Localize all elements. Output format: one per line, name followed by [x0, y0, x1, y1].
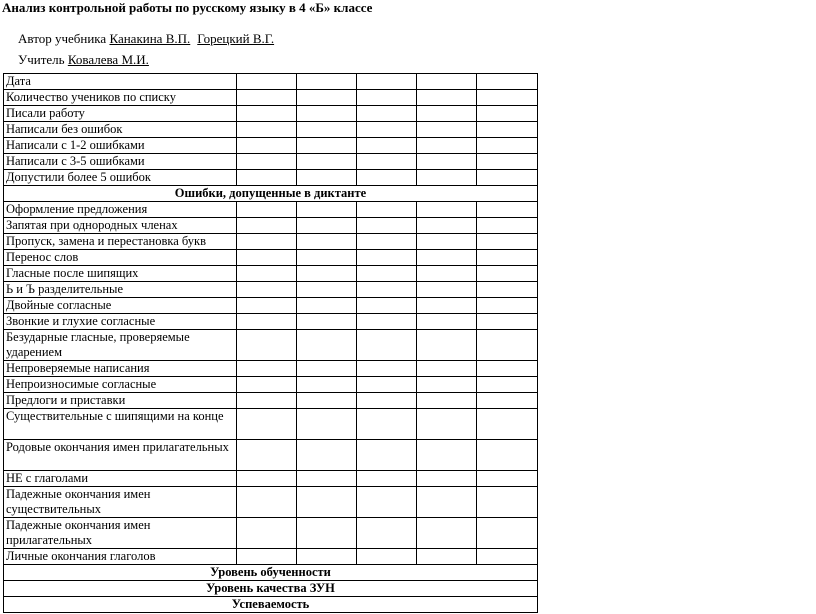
value-cell[interactable] [297, 361, 357, 377]
row-label: Перенос слов [4, 250, 237, 266]
row-label: НЕ с глаголами [4, 471, 237, 487]
value-cell[interactable] [357, 282, 417, 298]
value-cell[interactable] [297, 298, 357, 314]
value-cell[interactable] [417, 440, 477, 471]
summary-row [4, 581, 538, 597]
table-row [4, 518, 538, 549]
value-cell[interactable] [357, 218, 417, 234]
table-row [4, 409, 538, 440]
author-line [18, 31, 274, 47]
table-row [4, 282, 538, 298]
row-label: Личные окончания глаголов [4, 549, 237, 565]
value-cell[interactable] [297, 377, 357, 393]
value-cell[interactable] [237, 170, 297, 186]
row-label: Оформление предложения [4, 202, 237, 218]
value-cell[interactable] [417, 170, 477, 186]
row-label: Родовые окончания имен прилагательных [4, 440, 237, 471]
value-cell[interactable] [477, 154, 538, 170]
analysis-table [3, 73, 538, 613]
value-cell[interactable] [297, 250, 357, 266]
value-cell[interactable] [237, 202, 297, 218]
value-cell[interactable] [417, 234, 477, 250]
row-label: Падежные окончания имен прилагательных [4, 518, 237, 549]
value-cell[interactable] [237, 487, 297, 518]
value-cell[interactable] [477, 330, 538, 361]
value-cell[interactable] [297, 471, 357, 487]
summary-label: Успеваемость [4, 597, 538, 613]
value-cell[interactable] [417, 250, 477, 266]
value-cell[interactable] [237, 377, 297, 393]
value-cell[interactable] [357, 361, 417, 377]
value-cell[interactable] [417, 393, 477, 409]
value-cell[interactable] [417, 298, 477, 314]
value-cell[interactable] [477, 74, 538, 90]
value-cell[interactable] [237, 154, 297, 170]
summary-label: Уровень обученности [4, 565, 538, 581]
value-cell[interactable] [477, 266, 538, 282]
value-cell[interactable] [357, 518, 417, 549]
value-cell[interactable] [417, 518, 477, 549]
value-cell[interactable] [297, 440, 357, 471]
table-row [4, 250, 538, 266]
value-cell[interactable] [297, 518, 357, 549]
row-label: Падежные окончания имен существительных [4, 487, 237, 518]
table-row [4, 361, 538, 377]
value-cell[interactable] [297, 487, 357, 518]
value-cell[interactable] [297, 330, 357, 361]
value-cell[interactable] [477, 218, 538, 234]
value-cell[interactable] [477, 90, 538, 106]
row-label: Написали с 1-2 ошибками [4, 138, 237, 154]
value-cell[interactable] [417, 90, 477, 106]
value-cell[interactable] [297, 409, 357, 440]
value-cell[interactable] [357, 122, 417, 138]
analysis-table-body [4, 74, 538, 613]
value-cell[interactable] [417, 549, 477, 565]
value-cell[interactable] [237, 440, 297, 471]
value-cell[interactable] [357, 90, 417, 106]
value-cell[interactable] [357, 377, 417, 393]
teacher-line [18, 52, 149, 68]
teacher-name: Ковалева М.И. [67, 52, 149, 67]
section-header-row [4, 186, 538, 202]
row-label: Допустили более 5 ошибок [4, 170, 237, 186]
table-row [4, 440, 538, 471]
value-cell[interactable] [477, 393, 538, 409]
value-cell[interactable] [297, 138, 357, 154]
teacher-label: Учитель [18, 52, 65, 67]
value-cell[interactable] [417, 266, 477, 282]
value-cell[interactable] [357, 330, 417, 361]
value-cell[interactable] [297, 282, 357, 298]
value-cell[interactable] [357, 74, 417, 90]
value-cell[interactable] [417, 314, 477, 330]
value-cell[interactable] [237, 314, 297, 330]
summary-row [4, 597, 538, 613]
value-cell[interactable] [297, 549, 357, 565]
value-cell[interactable] [417, 218, 477, 234]
table-row [4, 487, 538, 518]
value-cell[interactable] [417, 106, 477, 122]
table-row [4, 298, 538, 314]
row-label: Написали без ошибок [4, 122, 237, 138]
summary-label: Уровень качества ЗУН [4, 581, 538, 597]
value-cell[interactable] [297, 74, 357, 90]
table-row [4, 170, 538, 186]
value-cell[interactable] [417, 282, 477, 298]
value-cell[interactable] [237, 250, 297, 266]
value-cell[interactable] [477, 202, 538, 218]
value-cell[interactable] [297, 218, 357, 234]
row-label: Писали работу [4, 106, 237, 122]
value-cell[interactable] [297, 170, 357, 186]
value-cell[interactable] [297, 393, 357, 409]
value-cell[interactable] [477, 471, 538, 487]
value-cell[interactable] [477, 282, 538, 298]
value-cell[interactable] [237, 282, 297, 298]
value-cell[interactable] [237, 330, 297, 361]
table-row [4, 90, 538, 106]
value-cell[interactable] [357, 202, 417, 218]
value-cell[interactable] [477, 377, 538, 393]
row-label: Предлоги и приставки [4, 393, 237, 409]
row-label: Непроизносимые согласные [4, 377, 237, 393]
value-cell[interactable] [297, 314, 357, 330]
document-title: Анализ контрольной работы по русскому языку в 4 «Б» классе [2, 0, 373, 15]
row-label: Звонкие и глухие согласные [4, 314, 237, 330]
row-label: Пропуск, замена и перестановка букв [4, 234, 237, 250]
value-cell[interactable] [237, 361, 297, 377]
value-cell[interactable] [477, 234, 538, 250]
section-header: Ошибки, допущенные в диктанте [4, 186, 538, 202]
value-cell[interactable] [237, 266, 297, 282]
value-cell[interactable] [417, 122, 477, 138]
value-cell[interactable] [417, 74, 477, 90]
value-cell[interactable] [297, 106, 357, 122]
row-label: Безударные гласные, проверяемые ударением [4, 330, 237, 361]
value-cell[interactable] [237, 138, 297, 154]
value-cell[interactable] [477, 122, 538, 138]
value-cell[interactable] [357, 170, 417, 186]
table-row [4, 138, 538, 154]
table-row [4, 377, 538, 393]
value-cell[interactable] [237, 393, 297, 409]
value-cell[interactable] [357, 266, 417, 282]
value-cell[interactable] [417, 138, 477, 154]
value-cell[interactable] [357, 393, 417, 409]
row-label: Дата [4, 74, 237, 90]
value-cell[interactable] [297, 90, 357, 106]
table-row [4, 314, 538, 330]
value-cell[interactable] [417, 202, 477, 218]
value-cell[interactable] [357, 314, 417, 330]
value-cell[interactable] [297, 202, 357, 218]
row-label: Запятая при однородных членах [4, 218, 237, 234]
value-cell[interactable] [297, 266, 357, 282]
value-cell[interactable] [477, 409, 538, 440]
value-cell[interactable] [417, 330, 477, 361]
value-cell[interactable] [237, 549, 297, 565]
value-cell[interactable] [477, 106, 538, 122]
value-cell[interactable] [237, 218, 297, 234]
value-cell[interactable] [357, 154, 417, 170]
value-cell[interactable] [417, 471, 477, 487]
table-row [4, 154, 538, 170]
value-cell[interactable] [297, 154, 357, 170]
row-label: Ь и Ъ разделительные [4, 282, 237, 298]
value-cell[interactable] [357, 487, 417, 518]
table-row [4, 549, 538, 565]
value-cell[interactable] [417, 154, 477, 170]
value-cell[interactable] [237, 409, 297, 440]
table-row [4, 218, 538, 234]
value-cell[interactable] [297, 234, 357, 250]
value-cell[interactable] [477, 138, 538, 154]
value-cell[interactable] [237, 234, 297, 250]
value-cell[interactable] [357, 298, 417, 314]
table-row [4, 266, 538, 282]
row-label: Количество учеников по списку [4, 90, 237, 106]
table-row [4, 122, 538, 138]
value-cell[interactable] [237, 471, 297, 487]
value-cell[interactable] [237, 106, 297, 122]
value-cell[interactable] [477, 518, 538, 549]
row-label: Гласные после шипящих [4, 266, 237, 282]
value-cell[interactable] [477, 487, 538, 518]
table-row [4, 106, 538, 122]
value-cell[interactable] [297, 122, 357, 138]
value-cell[interactable] [477, 549, 538, 565]
value-cell[interactable] [357, 409, 417, 440]
summary-row [4, 565, 538, 581]
row-label: Непроверяемые написания [4, 361, 237, 377]
value-cell[interactable] [417, 361, 477, 377]
value-cell[interactable] [237, 74, 297, 90]
value-cell[interactable] [417, 409, 477, 440]
value-cell[interactable] [477, 298, 538, 314]
value-cell[interactable] [477, 250, 538, 266]
value-cell[interactable] [357, 471, 417, 487]
value-cell[interactable] [237, 298, 297, 314]
value-cell[interactable] [417, 377, 477, 393]
value-cell[interactable] [357, 549, 417, 565]
value-cell[interactable] [417, 487, 477, 518]
author-name-1: Канакина В.П. [109, 31, 191, 46]
value-cell[interactable] [477, 170, 538, 186]
author-label: Автор учебника [18, 31, 107, 46]
value-cell[interactable] [357, 106, 417, 122]
row-label: Существительные с шипящими на конце [4, 409, 237, 440]
value-cell[interactable] [357, 138, 417, 154]
value-cell[interactable] [477, 314, 538, 330]
value-cell[interactable] [357, 250, 417, 266]
row-label: Двойные согласные [4, 298, 237, 314]
table-row [4, 74, 538, 90]
row-label: Написали с 3-5 ошибками [4, 154, 237, 170]
table-row [4, 202, 538, 218]
value-cell[interactable] [237, 122, 297, 138]
value-cell[interactable] [357, 440, 417, 471]
table-row [4, 393, 538, 409]
author-name-2: Горецкий В.Г. [197, 31, 275, 46]
value-cell[interactable] [477, 440, 538, 471]
table-row [4, 234, 538, 250]
table-row [4, 471, 538, 487]
table-row [4, 330, 538, 361]
value-cell[interactable] [237, 518, 297, 549]
value-cell[interactable] [237, 90, 297, 106]
value-cell[interactable] [477, 361, 538, 377]
value-cell[interactable] [357, 234, 417, 250]
